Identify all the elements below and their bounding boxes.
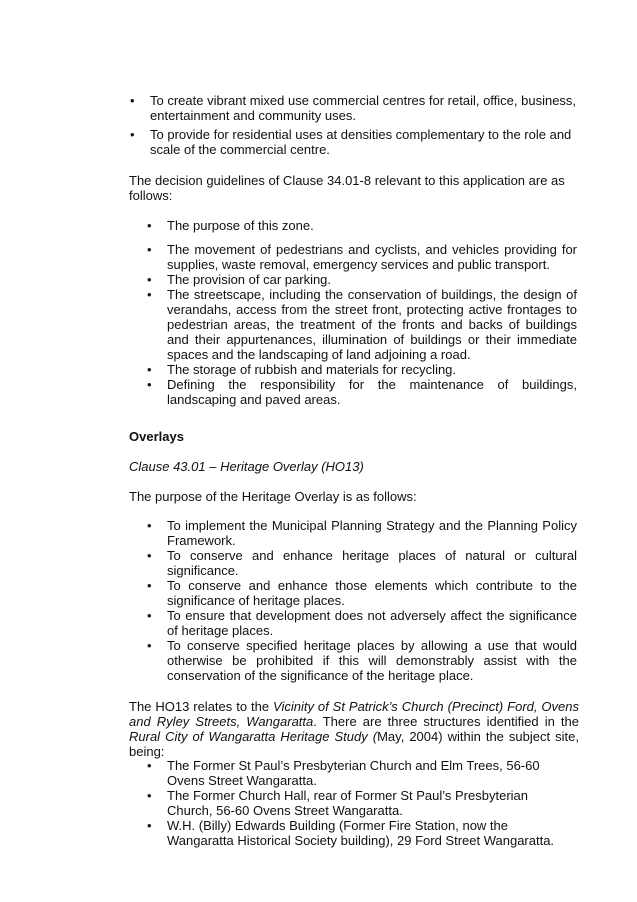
list-item: • The provision of car parking.	[167, 272, 577, 287]
list-item: • To conserve specified heritage places by allowing a use that would otherwise be prohibited if this will demonstrably assist with the conservation of the significance of the heritage place.	[167, 638, 577, 683]
clause-heading: Clause 43.01 – Heritage Overlay (HO13)	[129, 459, 364, 474]
list-item: • To provide for residential uses at densities complementary to the role and scale of the commercial centre.	[150, 127, 590, 157]
list-item: • W.H. (Billy) Edwards Building (Former Fire Station, now the Wangaratta Historical Society building), 29 Ford Street Wangaratta.	[167, 818, 577, 848]
list-item: • To implement the Municipal Planning Strategy and the Planning Policy Framework.	[167, 518, 577, 548]
list-item: • To create vibrant mixed use commercial centres for retail, office, business, entertainment and community uses.	[150, 93, 590, 123]
ho13-text: . There are three structures identified in the	[313, 714, 580, 729]
list-item: • The streetscape, including the conservation of buildings, the design of verandahs, access from the street front, protecting active frontages to pedestrian areas, the treatment of the fronts and backs of buildings and their appurtenances, illumination of buildings or their immediate spaces and the landscaping of land adjoining a road.	[167, 287, 577, 362]
heritage-study-title: Rural City of Wangaratta Heritage Study (	[129, 729, 378, 744]
list-item: • The storage of rubbish and materials for recycling.	[167, 362, 577, 377]
heritage-structures-list	[167, 758, 577, 848]
heritage-purpose-list	[167, 518, 577, 683]
list-item: • The Former Church Hall, rear of Former St Paul’s Presbyterian Church, 56-60 Ovens Street Wangaratta.	[167, 788, 577, 818]
list-item: • The purpose of this zone.	[167, 218, 577, 233]
ho13-text: The HO13 relates to the	[129, 699, 274, 714]
list-item: • The Former St Paul’s Presbyterian Church and Elm Trees, 56-60 Ovens Street Wangaratta.	[167, 758, 577, 788]
guidelines-intro: The decision guidelines of Clause 34.01-8 relevant to this application are as follows:	[129, 173, 565, 203]
overlays-heading: Overlays	[129, 429, 184, 444]
decision-guidelines-list	[167, 218, 577, 407]
precinct-name: Vicinity of St Patrick’s Church (Precinct) Ford, Ovens and Ryley Streets, Wangaratta	[129, 699, 580, 729]
purpose-intro: The purpose of the Heritage Overlay is as follows:	[129, 489, 417, 504]
ho13-paragraph	[129, 699, 579, 759]
list-item: • Defining the responsibility for the maintenance of buildings, landscaping and paved areas.	[167, 377, 577, 407]
list-item: • The movement of pedestrians and cyclists, and vehicles providing for supplies, waste removal, emergency services and public transport.	[167, 242, 577, 272]
ho13-text: May, 2004) within the subject site, being:	[129, 729, 579, 759]
list-item: • To ensure that development does not adversely affect the significance of heritage places.	[167, 608, 577, 638]
list-item: • To conserve and enhance those elements which contribute to the significance of heritage places.	[167, 578, 577, 608]
list-item: • To conserve and enhance heritage places of natural or cultural significance.	[167, 548, 577, 578]
zone-objectives-list	[150, 93, 590, 161]
